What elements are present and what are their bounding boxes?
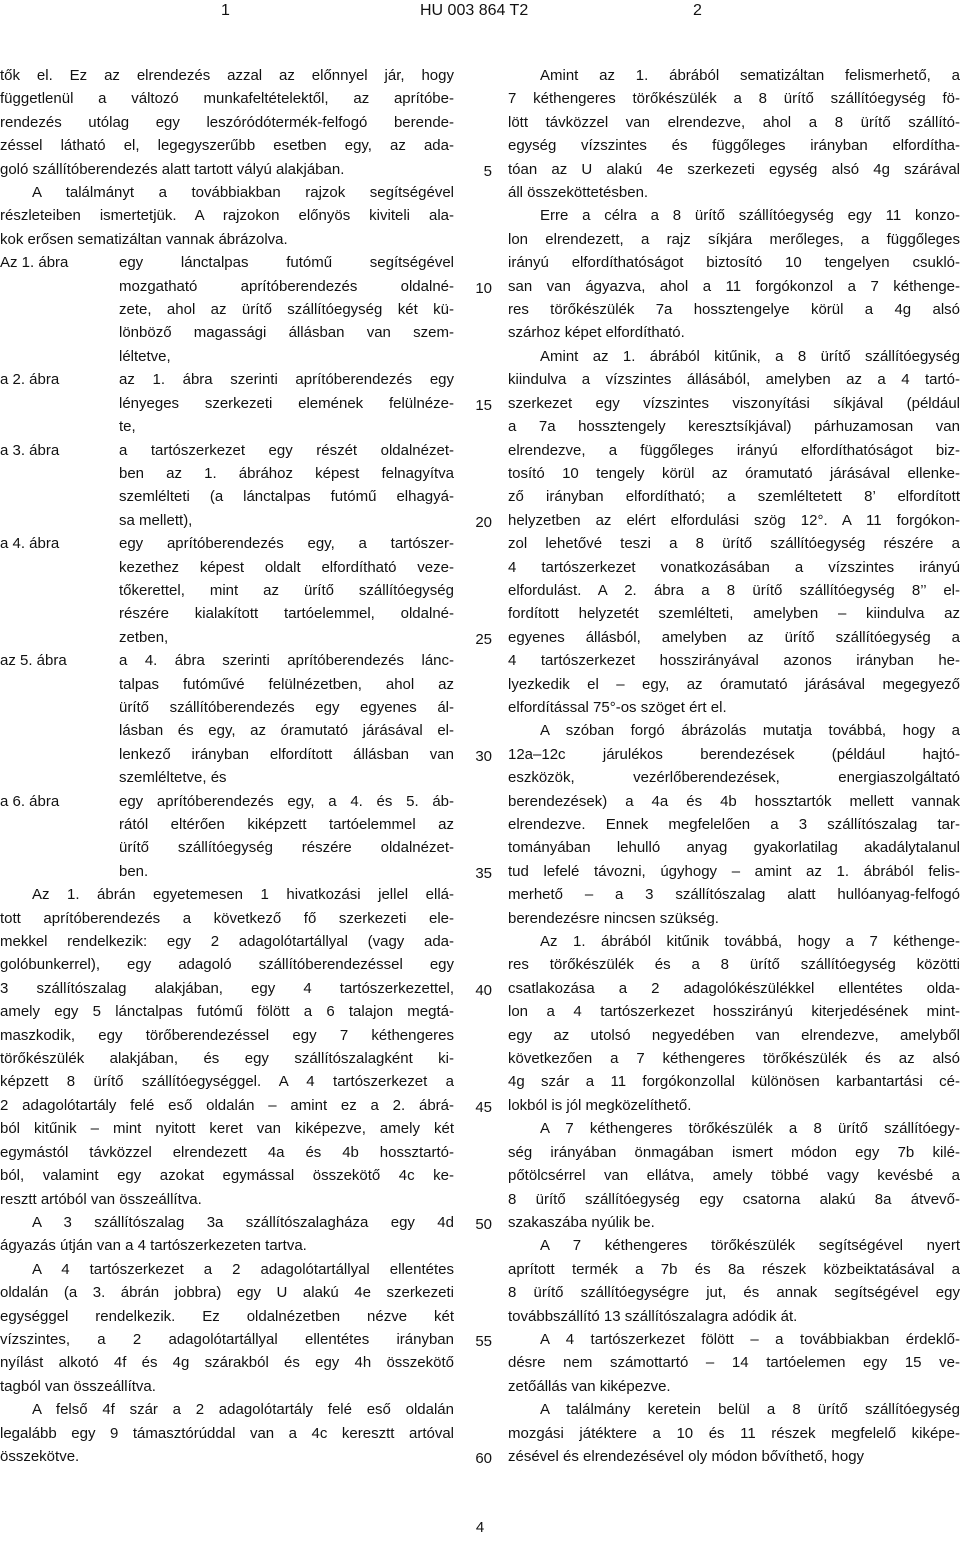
text-line: mozgatható aprítóberendezés oldalné- bbox=[119, 277, 454, 295]
text-line: A 3 szállítószalag 3a szállítószalagháza egy 4d bbox=[32, 1213, 454, 1231]
line-number: 45 bbox=[475, 1099, 492, 1116]
text-line: A találmány keretein belül a 8 ürítő szállítóegység bbox=[540, 1401, 960, 1419]
text-line: legalább egy 9 támasztórúddal van a 4c keresztt artóval bbox=[0, 1424, 454, 1442]
line-number: 25 bbox=[475, 631, 492, 648]
figure-label: a 4. ábra bbox=[0, 535, 60, 553]
text-line: lönböző magassági állásban van szem- bbox=[119, 324, 454, 342]
text-line: ból, valamint egy azokat egymással összekötő 4c ke- bbox=[0, 1167, 454, 1185]
text-line: 2 adagolótartály felé eső oldalán – amint ez a 2. ábrá- bbox=[0, 1096, 454, 1114]
text-line: lokból is jól megközelíthető. bbox=[508, 1096, 692, 1114]
text-line: aprított termék a 7b és 8a részek közbeiktatásával a bbox=[508, 1260, 960, 1278]
text-line: zete, ahol az ürítő szállítóegység két kü- bbox=[119, 301, 454, 319]
paragraph bbox=[508, 345, 960, 720]
text-line: A 4 tartószerkezet fölött – a továbbiakban érdeklő- bbox=[540, 1330, 960, 1348]
text-line: ürítő szállítóegység részére oldalnézet- bbox=[119, 839, 454, 857]
left-text-column bbox=[0, 64, 454, 1468]
text-line: tosító 10 tengely körül az óramutató járásával ellenke- bbox=[508, 464, 960, 482]
text-line: golóbunkerrel), egy adagoló szállítóberendezéssel egy bbox=[0, 956, 454, 974]
text-line: tőkerettel, mint az ürítő szállítóegység bbox=[119, 581, 454, 599]
text-line: ség irányában önmagában ismert módon egy 7b kilé- bbox=[508, 1143, 960, 1161]
figure-label: a 6. ábra bbox=[0, 792, 60, 810]
text-line: csatlakozása a 2 adagolókészülékkel ellentétes olda- bbox=[508, 979, 960, 997]
text-line: A szóban forgó ábrázolás mutatja továbbá, hogy a bbox=[540, 722, 960, 740]
text-line: lon a 4 tartószerkezet hosszirányú kiterjedésének mint- bbox=[508, 1003, 960, 1021]
text-line: res törőkészülék 7a hossztengelye körül a 4g alsó bbox=[508, 301, 960, 319]
text-line: ból kitűnik – mint nyitott keret van kiképezve, amely két bbox=[0, 1120, 454, 1138]
text-line: kiindulva a vízszintes állásából, amelyben az a 4 tartó- bbox=[508, 371, 960, 389]
text-line: tott aprítóberendezés a következő fő szerkezeti ele- bbox=[0, 909, 454, 927]
text-line: lyezkedik el – egy, az óramutató járásával megegyező bbox=[508, 675, 960, 693]
text-line: függetlenül a változó munkafeltételektől, az aprítóbe- bbox=[0, 90, 454, 108]
text-line: elrendezve, a függőleges irányú elfordíthatóságot biz- bbox=[508, 441, 960, 459]
text-line: 4g szár a 11 forgókonzollal különösen karbantartási cé- bbox=[508, 1073, 960, 1091]
text-line: A 7 kéthengeres törőkészülék segítségével nyert bbox=[540, 1237, 960, 1255]
text-line: helyzetben az elért elfordulási szög 12°. A 11 forgókon- bbox=[508, 511, 960, 529]
text-line: fordított helyzetét szemlélteti, amelyben – kiindulva az bbox=[508, 605, 960, 623]
text-line: zetben, bbox=[119, 628, 169, 646]
paragraph bbox=[508, 1117, 960, 1234]
text-line: eszközök, vezérlőberendezések, energiaszolgáltató bbox=[508, 769, 960, 787]
text-line: egyenes állásból, amelyben az ürítő szállítóegység a bbox=[508, 628, 960, 646]
line-number: 30 bbox=[475, 748, 492, 765]
text-line: A 4 tartószerkezet a 2 adagolótartállyal ellentétes bbox=[32, 1260, 454, 1278]
figure-label: a 3. ábra bbox=[0, 441, 60, 459]
text-line: mozgási játéktere a 10 és 11 részek megfelelő kiképe- bbox=[508, 1424, 960, 1442]
paragraph bbox=[0, 1211, 454, 1258]
text-line: Erre a célra a 8 ürítő szállítóegység egy 11 konzo- bbox=[540, 207, 960, 225]
paragraph bbox=[508, 1234, 960, 1328]
text-line: rától eltérően kiképzett tartóelemmel az bbox=[119, 816, 454, 833]
text-line: pőtölcsérrel van ellátva, amely többé vagy kevésbé a bbox=[508, 1167, 960, 1185]
line-number: 10 bbox=[475, 280, 492, 297]
text-line: vízszintes, a 2 adagolótartállyal ellentétes irányban bbox=[0, 1330, 454, 1348]
text-line: lenkező irányban elfordított állásban van bbox=[119, 745, 454, 763]
figure-description bbox=[0, 649, 454, 789]
text-line: összekötve. bbox=[0, 1447, 80, 1465]
line-number: 60 bbox=[475, 1450, 492, 1467]
text-line: te, bbox=[119, 418, 136, 436]
figure-label: Az 1. ábra bbox=[0, 254, 69, 272]
text-line: rendezés utólag egy leszóródótermék-felfogó berende- bbox=[0, 113, 454, 131]
text-line: lon elrendezett, a rajz síkjára merőleges, a függőleges bbox=[508, 230, 960, 248]
text-line: oldalán (a 3. ábrán jobbra) egy U alakú 4e szerkezeti bbox=[0, 1284, 454, 1302]
paragraph bbox=[508, 64, 960, 204]
text-line: ürítő szállítóberendezés egy egyenes ál- bbox=[119, 698, 454, 716]
text-line: egymástól távközzel elrendezett 4a és 4b hossztartó- bbox=[0, 1143, 454, 1161]
text-line: mekkel rendelkezik: egy 2 adagolótartállyal (vagy ada- bbox=[0, 933, 454, 951]
text-line: ágyazás útján van a 4 tartószerkezeten tartva. bbox=[0, 1237, 307, 1255]
text-line: talpas futóművé felülnézetben, ahol az bbox=[119, 675, 454, 693]
text-line: egységgel rendelkezik. Ez oldalnézetben nézve két bbox=[0, 1307, 454, 1325]
text-line: 3 szállítószalag alakjában, egy 4 tartószerkezettel, bbox=[0, 979, 454, 997]
text-line: szakaszába nyúlik be. bbox=[508, 1213, 655, 1231]
header-document-id: HU 003 864 T2 bbox=[420, 2, 529, 19]
header-right-page-number: 2 bbox=[693, 2, 702, 19]
line-number: 55 bbox=[475, 1333, 492, 1350]
text-line: Az 1. ábrán egyetemesen 1 hivatkozási jellel ellá- bbox=[32, 886, 454, 904]
text-line: szemléltetve, és bbox=[119, 769, 227, 787]
figure-description bbox=[0, 532, 454, 649]
text-line: A felső 4f szár a 2 adagolótartály felé eső oldalán bbox=[32, 1401, 454, 1419]
text-line: egy aprítóberendezés egy, a 4. és 5. áb- bbox=[119, 792, 454, 810]
paragraph bbox=[0, 1258, 454, 1398]
text-line: elfordítással 75°-os szöget ért el. bbox=[508, 698, 727, 716]
text-line: tóan az U alakú 4e szerkezeti egység alsó 4g szárával bbox=[508, 160, 960, 178]
text-line: nyílást alkotó 4f és 4g szárakból és egy 4h összekötő bbox=[0, 1354, 454, 1372]
figure-description bbox=[0, 368, 454, 438]
text-line: lött távközzel van elrendezve, ahol a 8 ürítő szállító- bbox=[508, 113, 960, 131]
text-line: berendezésre nincsen szükség. bbox=[508, 909, 719, 927]
text-line: egy az utolsó negyedében van elrendezve, amelyből bbox=[508, 1026, 960, 1044]
text-line: 7 kéthengeres törőkészülék a 8 ürítő szállítóegység fö- bbox=[508, 90, 960, 108]
text-line: Amint az 1. ábrából sematizáltan felismerhető, a bbox=[540, 67, 960, 84]
text-line: zéssel látható el, legegyszerűbb esetben egy, az ada- bbox=[0, 137, 454, 155]
text-line: merhető – a 3 szállítószalag alatt hullóanyag-felfogó bbox=[508, 886, 960, 904]
text-line: a 7a hossztengely keresztsíkjával) párhuzamosan van bbox=[508, 418, 960, 436]
text-line: sa mellett), bbox=[119, 511, 193, 529]
header-left-page-number: 1 bbox=[221, 2, 230, 19]
text-line: zésével és elrendezésével oly módon bővíthető, hogy bbox=[508, 1447, 865, 1465]
text-line: 8 ürítő szállítóegység egy csatorna alakú 8a átvevő- bbox=[508, 1190, 960, 1208]
figure-description bbox=[0, 790, 454, 884]
text-line: lásban és egy, az óramutató járásával el- bbox=[119, 722, 454, 740]
text-line: tományában lehulló anyag gyakorlatilag akadálytalanul bbox=[508, 839, 960, 857]
paragraph bbox=[508, 1398, 960, 1468]
paragraph bbox=[0, 64, 454, 181]
text-line: szemlélteti (a lánctalpas futómű elhagyá- bbox=[119, 488, 454, 506]
text-line: törőkészülék alakjában, és egy szállítószalagként ki- bbox=[0, 1050, 454, 1068]
text-line: tud lefelé távozni, úgyhogy – amint az 1. ábrából felis- bbox=[508, 862, 960, 880]
text-line: részleteiben ismertetjük. A rajzokon előnyös kiviteli ala- bbox=[0, 207, 454, 225]
paragraph bbox=[508, 719, 960, 930]
figure-label: az 5. ábra bbox=[0, 652, 67, 670]
paragraph bbox=[0, 181, 454, 251]
text-line: 4 tartószerkezet hosszirányával azonos irányban he- bbox=[508, 652, 960, 670]
text-line: képzett 8 ürítő szállítóegységgel. A 4 tartószerkezet a bbox=[0, 1073, 454, 1091]
text-line: az 1. ábra szerinti aprítóberendezés egy bbox=[119, 371, 454, 389]
text-line: 4 tartószerkezet vonatkozásában a vízszintes irányú bbox=[508, 558, 960, 576]
text-line: ző irányban elfordítható; a szemléltetett 8’ elfordított bbox=[508, 488, 960, 506]
text-line: egység vízszintes és függőleges irányban elfordítha- bbox=[508, 137, 960, 155]
text-line: tők el. Ez az elrendezés azzal az előnnyel jár, hogy bbox=[0, 67, 454, 84]
line-number: 15 bbox=[475, 397, 492, 414]
text-line: egy lánctalpas futómű segítségével bbox=[119, 254, 454, 272]
text-line: resztt artóból van összeállítva. bbox=[0, 1190, 202, 1208]
line-number: 35 bbox=[475, 865, 492, 882]
paragraph bbox=[0, 1398, 454, 1468]
text-line: res törőkészülék és a 8 ürítő szállítóegység közötti bbox=[508, 956, 960, 974]
text-line: továbbszállító 13 szállítószalagra adódik át. bbox=[508, 1307, 798, 1325]
text-line: lényeges szerkezeti elemének felülnéze- bbox=[119, 394, 454, 412]
paragraph bbox=[0, 883, 454, 1211]
text-line: áll összeköttetésben. bbox=[508, 184, 649, 202]
paragraph bbox=[508, 1328, 960, 1398]
text-line: maszkodik, egy törőberendezéssel egy 7 kéthengeres bbox=[0, 1026, 454, 1044]
line-number: 50 bbox=[475, 1216, 492, 1233]
paragraph bbox=[508, 204, 960, 344]
text-line: tagból van összeállítva. bbox=[0, 1377, 156, 1395]
text-line: részére kialakított tartóelemmel, oldalné- bbox=[119, 605, 454, 623]
text-line: a 4. ábra szerinti aprítóberendezés lánc- bbox=[119, 652, 454, 670]
text-line: amely egy 5 lánctalpas futómű fölött a 6 talajon megtá- bbox=[0, 1003, 454, 1021]
text-line: szerkezet egy vízszintes viszonyítási síkjával (például bbox=[508, 394, 960, 412]
right-text-column bbox=[508, 64, 960, 1468]
text-line: désre nem számottartó – 14 tartóelemen egy 15 ve- bbox=[508, 1354, 960, 1372]
text-line: elfordulást. A 2. ábra a 8 ürítő szállítóegység 8’’ el- bbox=[508, 581, 960, 599]
text-line: a tartószerkezet egy részét oldalnézet- bbox=[119, 441, 454, 459]
text-line: zetőállás van kiképezve. bbox=[508, 1377, 671, 1395]
text-line: A találmányt a továbbiakban rajzok segítségével bbox=[32, 184, 454, 202]
text-line: 12a–12c járulékos berendezések (például hajtó- bbox=[508, 745, 960, 763]
text-line: ben. bbox=[119, 862, 149, 880]
text-line: irányú elfordíthatóságot biztosító 10 tengelyen csukló- bbox=[508, 254, 960, 272]
line-number: 5 bbox=[483, 163, 492, 180]
line-number: 40 bbox=[475, 982, 492, 999]
text-line: san van ágyazva, ahol a 11 forgókonzol a 7 kéthenge- bbox=[508, 277, 960, 295]
paragraph bbox=[508, 930, 960, 1117]
text-line: A 7 kéthengeres törőkészülék a 8 ürítő szállítóegy- bbox=[540, 1120, 960, 1138]
figure-description bbox=[0, 439, 454, 533]
text-line: következően a 7 kéthengeres törőkészülék és az alsó bbox=[508, 1050, 960, 1068]
figure-label: a 2. ábra bbox=[0, 371, 60, 389]
text-line: 8 ürítő szállítóegységre jut, és annak segítségével egy bbox=[508, 1284, 960, 1302]
line-number: 20 bbox=[475, 514, 492, 531]
figure-description bbox=[0, 251, 454, 368]
text-line: goló szállítóberendezés alatt tartott vályú alakjában. bbox=[0, 160, 345, 178]
text-line: elrendezve. Ennek megfelelően a 3 szállítószalag tar- bbox=[508, 816, 960, 833]
text-line: egy aprítóberendezés egy, a tartószer- bbox=[119, 535, 454, 553]
text-line: Az 1. ábrából kitűnik továbbá, hogy a 7 kéthenge- bbox=[540, 933, 960, 951]
text-line: berendezések) a 4a és 4b hossztartók mellett vannak bbox=[508, 792, 960, 810]
text-line: léltetve, bbox=[119, 347, 171, 365]
text-line: kok erősen sematizáltan vannak ábrázolva. bbox=[0, 230, 288, 248]
text-line: ben az 1. ábrához képest felnagyítva bbox=[119, 464, 454, 482]
text-line: szárhoz képet elfordítható. bbox=[508, 324, 685, 342]
text-line: zol lehetővé teszi a 8 ürítő szállítóegység részére a bbox=[508, 535, 960, 553]
text-line: kezethez képest oldalt elfordítható veze- bbox=[119, 558, 454, 576]
text-line: Amint az 1. ábrából kitűnik, a 8 ürítő szállítóegység bbox=[540, 347, 960, 365]
footer-page-number: 4 bbox=[475, 1519, 485, 1536]
